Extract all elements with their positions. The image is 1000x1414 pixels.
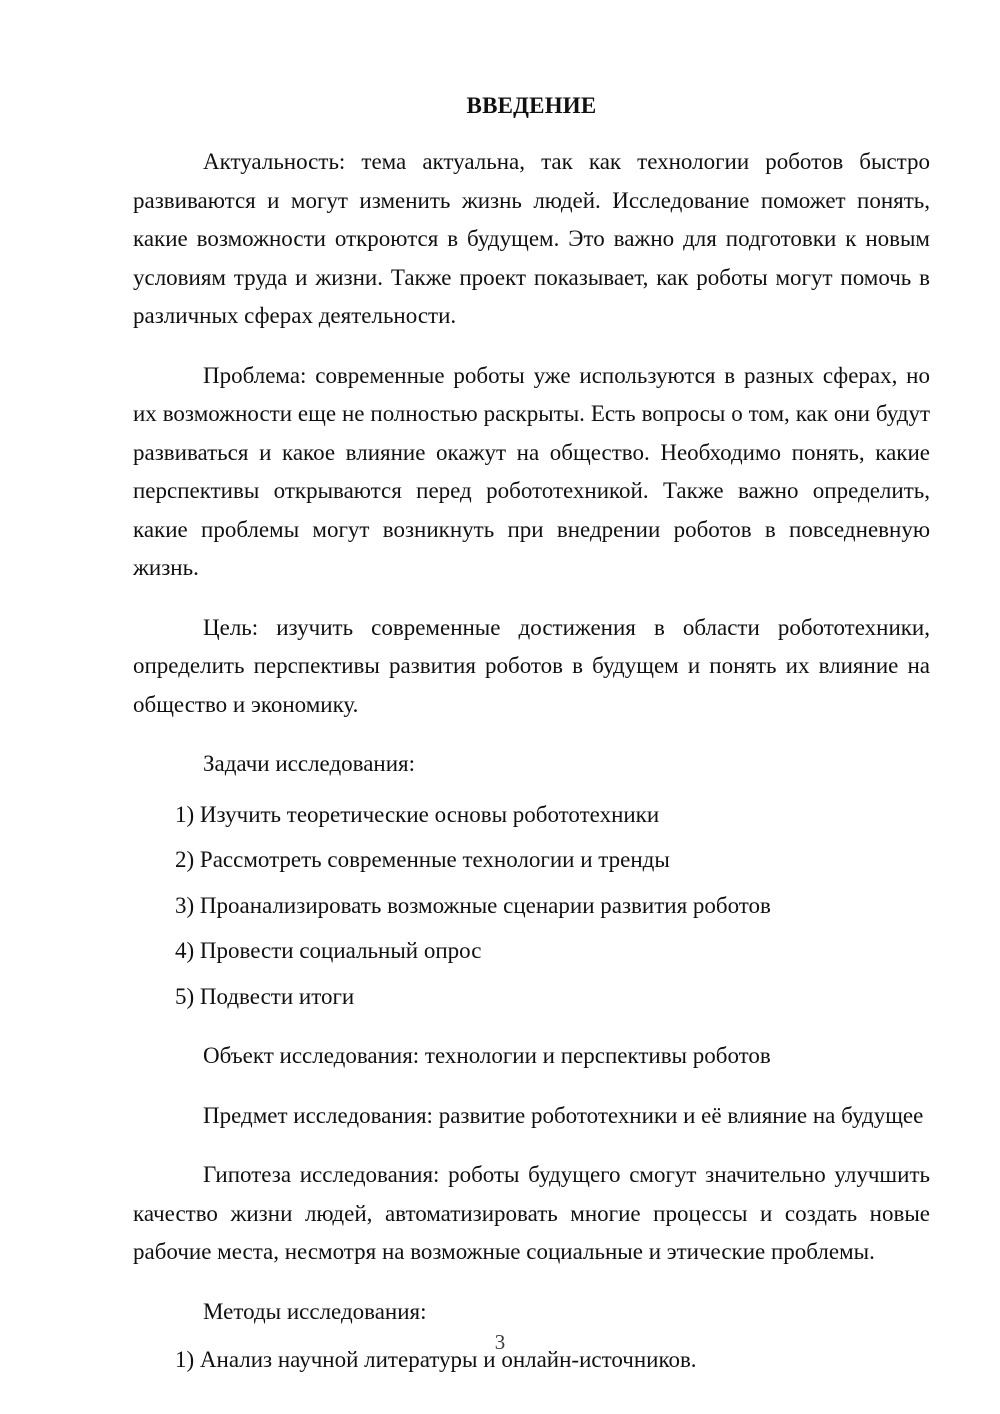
page-content	[133, 0, 930, 1380]
tasks-list	[133, 784, 930, 1017]
list-item: 5) Подвести итоги	[175, 983, 355, 1009]
list-item: 4) Провести социальный опрос	[175, 938, 482, 964]
page-number: 3	[494, 1330, 506, 1354]
paragraph-problem: Проблема: современные роботы уже используются в разных сферах, но их возможности еще не полностью раскрыты. Есть вопросы о том, как они будут развиваться и какое влияние окажут на общество. Необходимо понять, какие перспективы открываются перед робототехникой. Также важно определить, какие проблемы могут возникнуть при внедрении роботов в повседневную жизнь.	[133, 362, 930, 581]
page-title: ВВЕДЕНИЕ	[466, 93, 597, 118]
heading-methods: Методы исследования:	[203, 1298, 427, 1324]
list-item: 1) Анализ научной литературы и онлайн-источников.	[175, 1347, 697, 1373]
paragraph-goal: Цель: изучить современные достижения в области робототехники, определить перспективы развития роботов в будущем и понять их влияние на общество и экономику.	[133, 614, 930, 717]
paragraph-object: Объект исследования: технологии и перспективы роботов	[203, 1043, 771, 1069]
list-item: 2) Рассмотреть современные технологии и тренды	[175, 847, 670, 873]
list-item: 1) Изучить теоретические основы робототехники	[175, 801, 660, 827]
paragraph-relevance: Актуальность: тема актуальна, так как технологии роботов быстро развиваются и могут изменить жизнь людей. Исследование поможет понять, какие возможности откроются в будущем. Это важно для подготовки к новым условиям труда и жизни. Также проект показывает, как роботы могут помочь в различных сферах деятельности.	[133, 149, 930, 329]
paragraph-subject: Предмет исследования: развитие робототехники и её влияние на будущее	[203, 1102, 924, 1128]
list-item: 3) Проанализировать возможные сценарии развития роботов	[175, 892, 771, 918]
paragraph-hypothesis: Гипотеза исследования: роботы будущего смогут значительно улучшить качество жизни людей, автоматизировать многие процессы и создать новые рабочие места, несмотря на возможные социальные и этические проблемы.	[133, 1162, 930, 1265]
heading-tasks: Задачи исследования:	[203, 751, 416, 777]
